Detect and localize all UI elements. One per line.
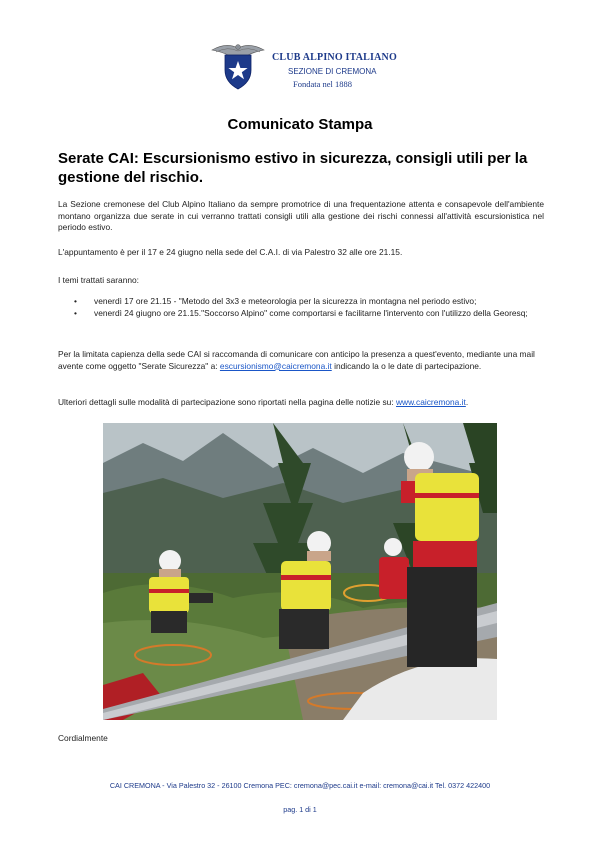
header-logo (208, 40, 408, 92)
org-founded: Fondata nel 1888 (293, 79, 353, 89)
appointment-paragraph: L'appuntamento è per il 17 e 24 giugno nella sede del C.A.I. di via Palestro 32 alle ore 21.15. (58, 247, 403, 257)
bullet-icon: • (74, 307, 77, 318)
topic-text: venerdì 24 giugno ore 21.15."Soccorso Alpino" come comportarsi e facilitarne l'intervento con l'utilizzo della Georesq; (94, 307, 528, 318)
registration-paragraph (58, 349, 544, 372)
details-paragraph (58, 397, 544, 409)
registration-email-link[interactable]: escursionismo@caicremona.it (219, 360, 332, 371)
rescue-team-photo (103, 423, 497, 720)
details-text-end: . (465, 397, 469, 407)
org-name: CLUB ALPINO ITALIANO (272, 52, 397, 63)
topics-list (72, 296, 542, 319)
registration-text: Per la limitata capienza della sede CAI si raccomanda di comunicare con anticipo la presenza a quest'evento, mediante una mail avente come oggetto "Serate Sicurezza" a: (58, 349, 535, 371)
org-section: SEZIONE DI CREMONA (288, 67, 377, 76)
registration-text-end: indicando la o le date di partecipazione. (331, 360, 482, 371)
headline: Serate CAI: Escursionismo estivo in sicurezza, consigli utili per la gestione del rischio. (58, 150, 528, 186)
list-item (72, 296, 542, 308)
footer-contacts: CAI CREMONA - Via Palestro 32 - 26100 Cremona PEC: cremona@pec.cai.it e-mail: cremona@cai.it Tel. 0372 422400 (109, 781, 491, 790)
bullet-icon: • (74, 296, 77, 306)
press-release-title: Comunicato Stampa (227, 116, 373, 133)
list-item (72, 308, 542, 320)
topic-text: venerdì 17 ore 21.15 - "Metodo del 3x3 e meteorologia per la sicurezza in montagna nel periodo estivo; (94, 296, 477, 306)
details-text: Ulteriori dettagli sulle modalità di partecipazione sono riportati nella pagina delle notizie su: (58, 397, 396, 407)
website-link[interactable]: www.caicremona.it (396, 397, 466, 407)
page-number: pag. 1 di 1 (283, 805, 317, 814)
intro-paragraph: La Sezione cremonese del Club Alpino Italiano da sempre promotrice di una frequentazione attenta e consapevole dell'ambiente montano organizza due serate in cui verranno trattati consigli utili alla gestione dei rischi connessi all'attività escursionistica nel periodo estivo. (58, 199, 544, 233)
topics-intro: I temi trattati saranno: (58, 275, 139, 285)
closing-text: Cordialmente (58, 733, 108, 743)
cai-eagle-star-emblem-icon (208, 40, 268, 92)
